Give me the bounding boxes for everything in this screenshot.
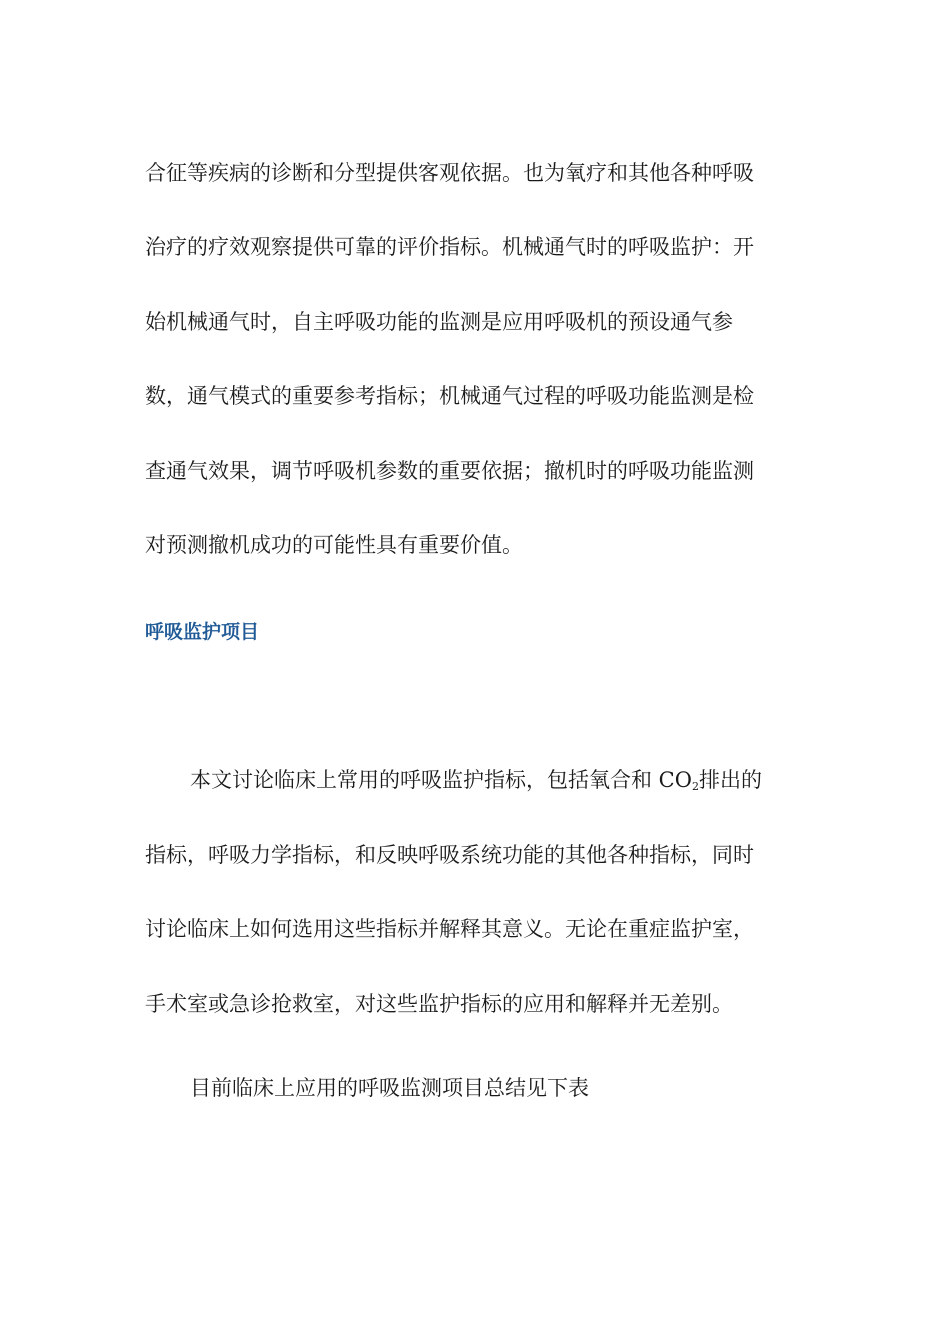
paragraph-1-line-4: 数，通气模式的重要参考指标；机械通气过程的呼吸功能监测是检 bbox=[145, 384, 754, 408]
paragraph-2-line-1-suffix: 排出的 bbox=[698, 768, 762, 792]
paragraph-1-line-3: 始机械通气时，自主呼吸功能的监测是应用呼吸机的预设通气参 bbox=[145, 310, 733, 334]
paragraph-2-line-2: 指标，呼吸力学指标，和反映呼吸系统功能的其他各种指标，同时 bbox=[145, 843, 754, 867]
section-heading: 呼吸监护项目 bbox=[145, 621, 260, 643]
paragraph-3-line-1: 目前临床上应用的呼吸监测项目总结见下表 bbox=[190, 1076, 589, 1100]
co2-subscript: 2 bbox=[691, 780, 699, 793]
paragraph-1-line-1: 合征等疾病的诊断和分型提供客观依据。也为氧疗和其他各种呼吸 bbox=[145, 161, 754, 185]
paragraph-1-line-5: 查通气效果，调节呼吸机参数的重要依据；撤机时的呼吸功能监测 bbox=[145, 459, 754, 483]
paragraph-2-line-4: 手术室或急诊抢救室，对这些监护指标的应用和解释并无差别。 bbox=[145, 992, 733, 1016]
paragraph-1-line-2: 治疗的疗效观察提供可靠的评价指标。机械通气时的呼吸监护：开 bbox=[145, 235, 754, 259]
paragraph-2-line-1-prefix: 本文讨论临床上常用的呼吸监护指标，包括氧合和 CO bbox=[190, 768, 692, 792]
paragraph-2-line-3: 讨论临床上如何选用这些指标并解释其意义。无论在重症监护室， bbox=[145, 917, 754, 941]
paragraph-2-line-1 bbox=[190, 765, 762, 795]
paragraph-1-line-6: 对预测撤机成功的可能性具有重要价值。 bbox=[145, 533, 523, 557]
